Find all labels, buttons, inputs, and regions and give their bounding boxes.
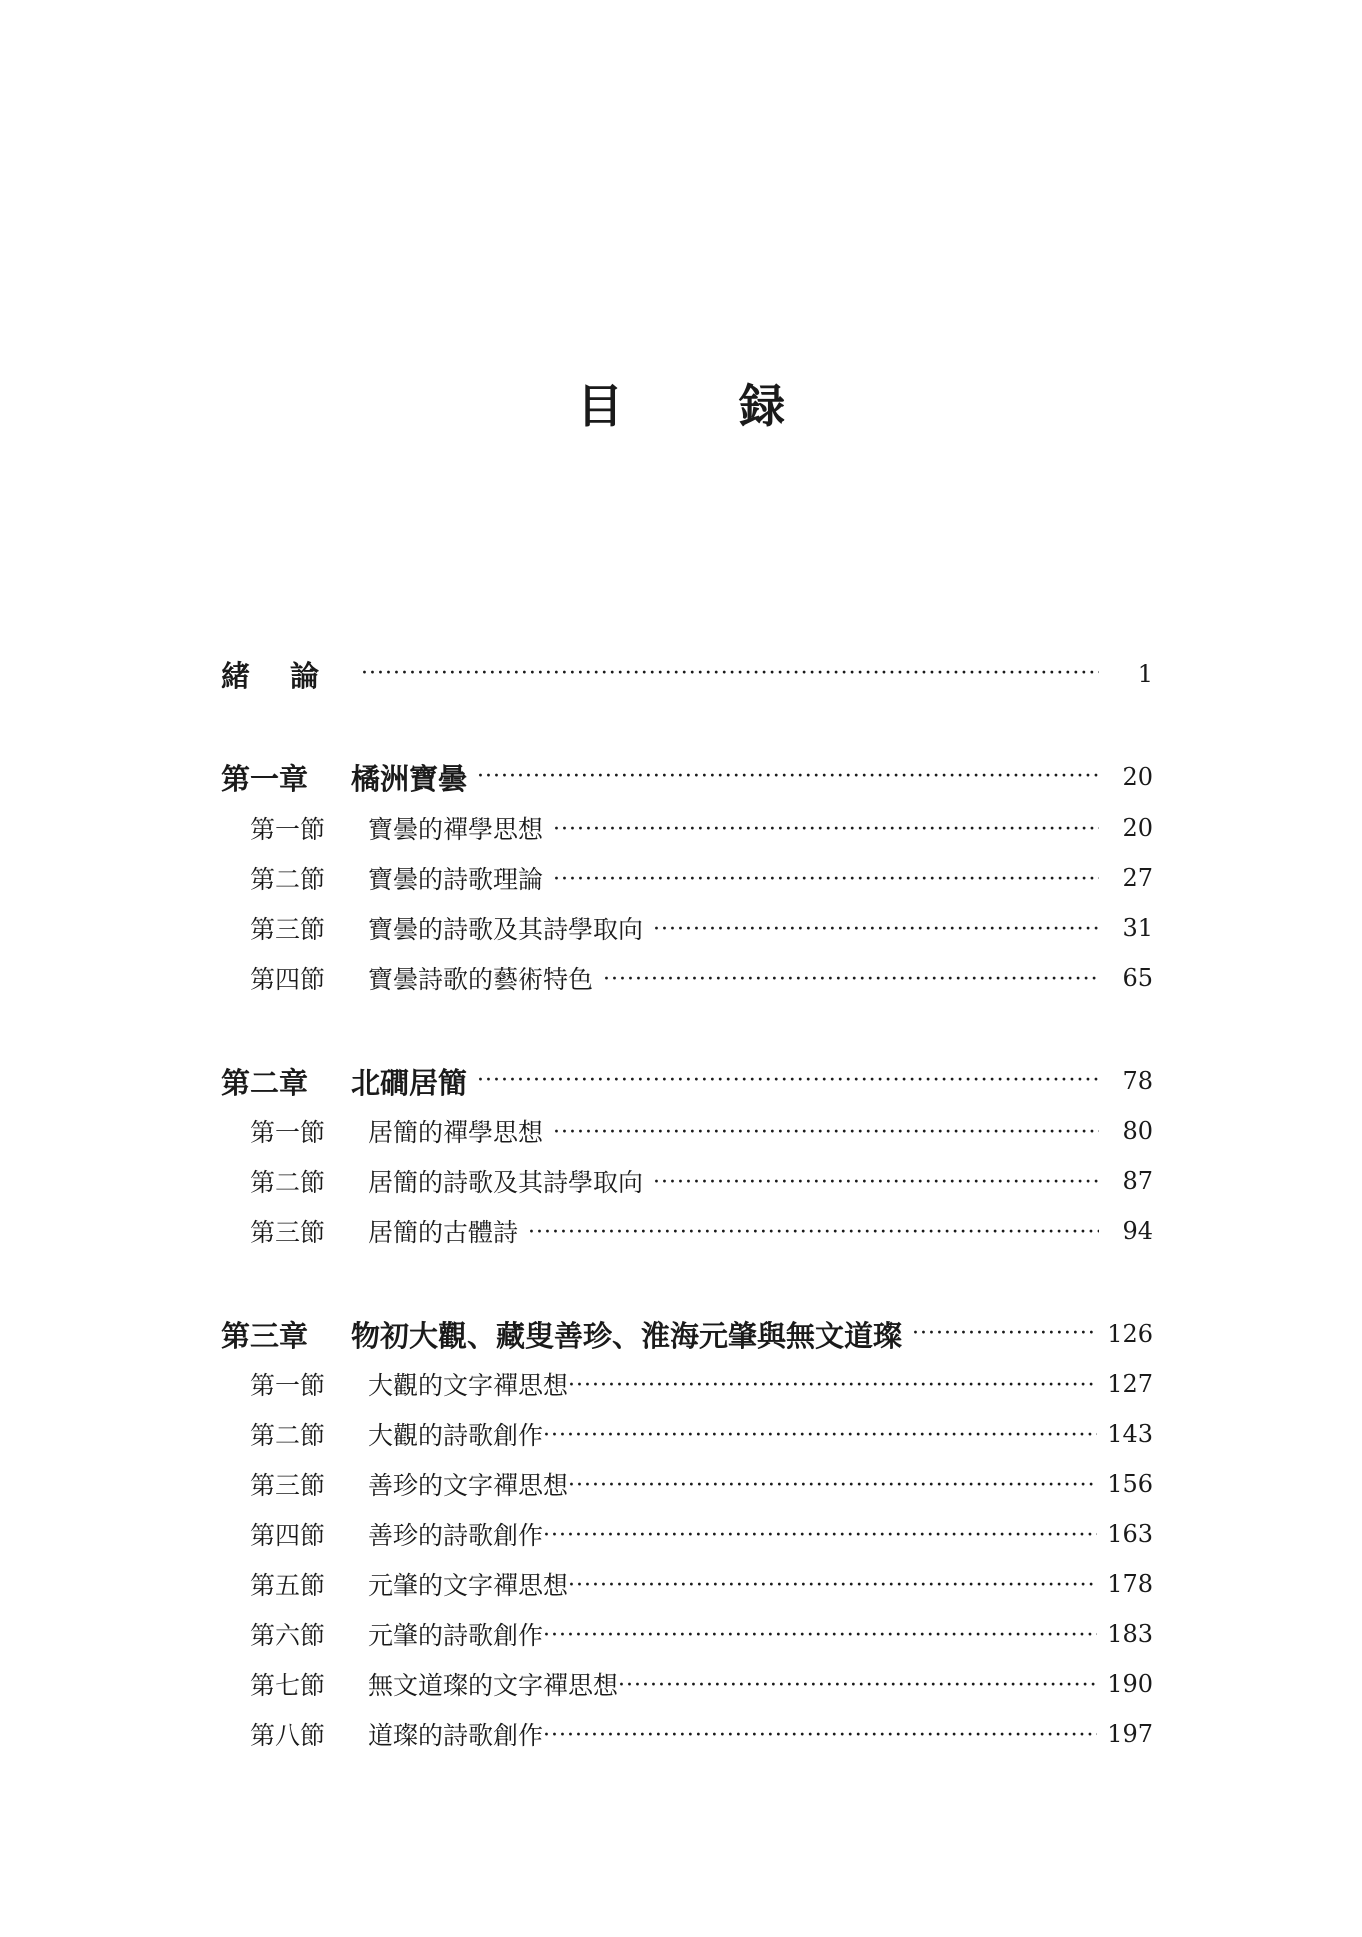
chapter-title: 北磵居簡	[351, 1065, 468, 1100]
page-number: 190	[1107, 1670, 1153, 1698]
section-number: 第二節	[250, 1168, 326, 1197]
section-title: 大觀的詩歌創作	[368, 1421, 544, 1450]
page-number: 78	[1122, 1067, 1153, 1095]
toc-entry-section[interactable]	[250, 1412, 1153, 1456]
page-number: 20	[1122, 814, 1153, 842]
toc-entry-section[interactable]	[250, 906, 1153, 950]
page-number: 178	[1107, 1570, 1153, 1598]
section-number: 第二節	[250, 1421, 326, 1450]
toc-entry-section[interactable]	[250, 1362, 1153, 1406]
dot-leader	[568, 1369, 1097, 1399]
page-number: 20	[1122, 763, 1153, 791]
page-number: 31	[1122, 914, 1153, 942]
section-title: 寶曇的禪學思想	[368, 815, 544, 844]
chapter-title: 物初大觀、藏叟善珍、淮海元肇與無文道璨	[351, 1318, 903, 1353]
dot-leader	[543, 1619, 1097, 1649]
dot-leader	[543, 1419, 1097, 1449]
page-number: 80	[1122, 1117, 1153, 1145]
chapter-number: 第二章	[221, 1065, 309, 1100]
dot-leader	[361, 657, 1099, 692]
page-number: 156	[1107, 1470, 1153, 1498]
toc-entry-section[interactable]	[250, 956, 1153, 1000]
dot-leader	[528, 1216, 1099, 1246]
page-number: 65	[1122, 964, 1153, 992]
section-number: 第五節	[250, 1571, 326, 1600]
section-title: 寶曇的詩歌理論	[368, 865, 544, 894]
dot-leader	[568, 1469, 1097, 1499]
toc-entry-section[interactable]	[250, 1109, 1153, 1153]
toc-entry-chapter[interactable]	[221, 755, 1153, 799]
section-title: 元肇的文字禪思想	[368, 1571, 569, 1600]
page-number: 27	[1122, 864, 1153, 892]
chapter-title: 橘洲寶曇	[351, 761, 468, 796]
page-number: 163	[1107, 1520, 1153, 1548]
section-number: 第八節	[250, 1721, 326, 1750]
page-number: 126	[1107, 1320, 1153, 1348]
page-number: 143	[1107, 1420, 1153, 1448]
page-title: 目 録	[576, 379, 835, 433]
dot-leader	[653, 913, 1099, 943]
section-title: 居簡的古體詩	[368, 1218, 519, 1247]
page-number: 94	[1122, 1217, 1153, 1245]
toc-entry-chapter[interactable]	[221, 1059, 1153, 1103]
toc-entry-section[interactable]	[250, 1462, 1153, 1506]
section-number: 第二節	[250, 865, 326, 894]
page-number: 1	[1137, 660, 1153, 688]
section-number: 第七節	[250, 1671, 326, 1700]
section-title: 元肇的詩歌創作	[368, 1621, 544, 1650]
dot-leader	[543, 1719, 1097, 1749]
section-title: 居簡的詩歌及其詩學取向	[368, 1168, 644, 1197]
section-number: 第三節	[250, 915, 326, 944]
dot-leader	[603, 963, 1099, 993]
section-title: 大觀的文字禪思想	[368, 1371, 569, 1400]
chapter-number: 第一章	[221, 761, 309, 796]
dot-leader	[477, 760, 1099, 795]
toc-entry-section[interactable]	[250, 1512, 1153, 1556]
section-number: 第一節	[250, 815, 326, 844]
page-number: 127	[1107, 1370, 1153, 1398]
toc-entry-section[interactable]	[250, 806, 1153, 850]
section-number: 第四節	[250, 965, 326, 994]
dot-leader	[553, 863, 1099, 893]
section-number: 第三節	[250, 1471, 326, 1500]
section-title: 善珍的文字禪思想	[368, 1471, 569, 1500]
chapter-number: 第三章	[221, 1318, 309, 1353]
toc-entry-section[interactable]	[250, 1612, 1153, 1656]
section-title: 居簡的禪學思想	[368, 1118, 544, 1147]
dot-leader	[543, 1519, 1097, 1549]
section-number: 第六節	[250, 1621, 326, 1650]
dot-leader	[477, 1064, 1099, 1099]
dot-leader	[553, 1116, 1099, 1146]
section-title: 善珍的詩歌創作	[368, 1521, 544, 1550]
dot-leader	[618, 1669, 1097, 1699]
dot-leader	[553, 813, 1099, 843]
toc-entry-intro[interactable]	[221, 652, 1153, 696]
section-number: 第四節	[250, 1521, 326, 1550]
section-title: 道璨的詩歌創作	[368, 1721, 544, 1750]
dot-leader	[568, 1569, 1097, 1599]
toc-entry-section[interactable]	[250, 1662, 1153, 1706]
toc-entry-section[interactable]	[250, 1562, 1153, 1606]
page-number: 197	[1107, 1720, 1153, 1748]
section-number: 第一節	[250, 1371, 326, 1400]
section-title: 寶曇的詩歌及其詩學取向	[368, 915, 644, 944]
entry-label: 緒論	[221, 658, 360, 693]
page-number: 87	[1122, 1167, 1153, 1195]
dot-leader	[653, 1166, 1099, 1196]
toc-entry-section[interactable]	[250, 1209, 1153, 1253]
toc-entry-section[interactable]	[250, 1159, 1153, 1203]
toc-entry-chapter[interactable]	[221, 1312, 1153, 1356]
section-number: 第三節	[250, 1218, 326, 1247]
section-title: 寶曇詩歌的藝術特色	[368, 965, 594, 994]
page-number: 183	[1107, 1620, 1153, 1648]
section-title: 無文道璨的文字禪思想	[368, 1671, 619, 1700]
section-number: 第一節	[250, 1118, 326, 1147]
toc-entry-section[interactable]	[250, 1712, 1153, 1756]
toc-entry-section[interactable]	[250, 856, 1153, 900]
dot-leader	[912, 1317, 1097, 1352]
